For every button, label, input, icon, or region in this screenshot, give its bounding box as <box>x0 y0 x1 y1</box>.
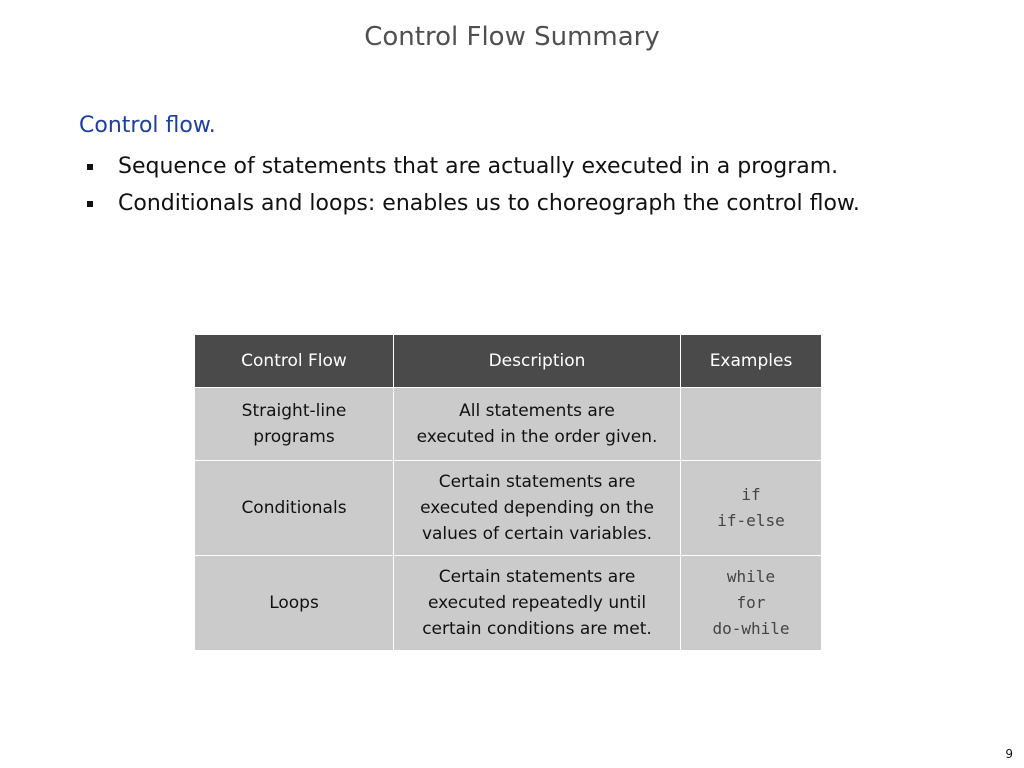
header-examples: Examples <box>681 335 822 388</box>
code-example: do-while <box>712 619 790 638</box>
code-example: if-else <box>717 511 785 530</box>
code-example: if <box>741 485 761 504</box>
bullet-item <box>87 185 860 222</box>
cell-examples <box>681 461 822 556</box>
cell-description <box>394 461 681 556</box>
cell-examples <box>681 556 822 651</box>
bullet-square-icon <box>87 164 93 170</box>
cell-line: values of certain variables. <box>421 524 653 544</box>
control-flow-table <box>194 334 822 651</box>
bullet-item <box>87 148 860 185</box>
cell-line: programs <box>253 427 335 447</box>
table-row <box>195 556 822 651</box>
cell-line: Certain statements are <box>438 567 636 587</box>
section-heading: Control flow. <box>79 113 216 138</box>
cell-line: Loops <box>269 593 319 613</box>
bullet-text: Conditionals and loops: enables us to choreograph the control flow. <box>118 191 860 216</box>
cell-control-flow <box>195 461 394 556</box>
cell-examples <box>681 388 822 461</box>
cell-description <box>394 388 681 461</box>
code-example: for <box>736 593 766 612</box>
cell-line: Straight-line <box>241 401 347 421</box>
cell-description <box>394 556 681 651</box>
bullet-list <box>87 148 860 222</box>
header-description: Description <box>394 335 681 388</box>
cell-line: Certain statements are <box>438 472 636 492</box>
header-control-flow: Control Flow <box>195 335 394 388</box>
page-number: 9 <box>1005 747 1013 761</box>
cell-line: certain conditions are met. <box>422 619 652 639</box>
cell-line: executed in the order given. <box>416 427 658 447</box>
bullet-text: Sequence of statements that are actually executed in a program. <box>118 154 839 179</box>
cell-control-flow <box>195 388 394 461</box>
slide-title: Control Flow Summary <box>364 22 660 52</box>
cell-line: executed depending on the <box>420 498 654 518</box>
cell-line: Conditionals <box>241 498 347 518</box>
cell-line: All statements are <box>459 401 615 421</box>
bullet-square-icon <box>87 201 93 207</box>
cell-line: executed repeatedly until <box>427 593 647 613</box>
table-header-row <box>195 335 822 388</box>
table-row <box>195 461 822 556</box>
cell-control-flow <box>195 556 394 651</box>
table-row <box>195 388 822 461</box>
code-example: while <box>726 567 776 586</box>
